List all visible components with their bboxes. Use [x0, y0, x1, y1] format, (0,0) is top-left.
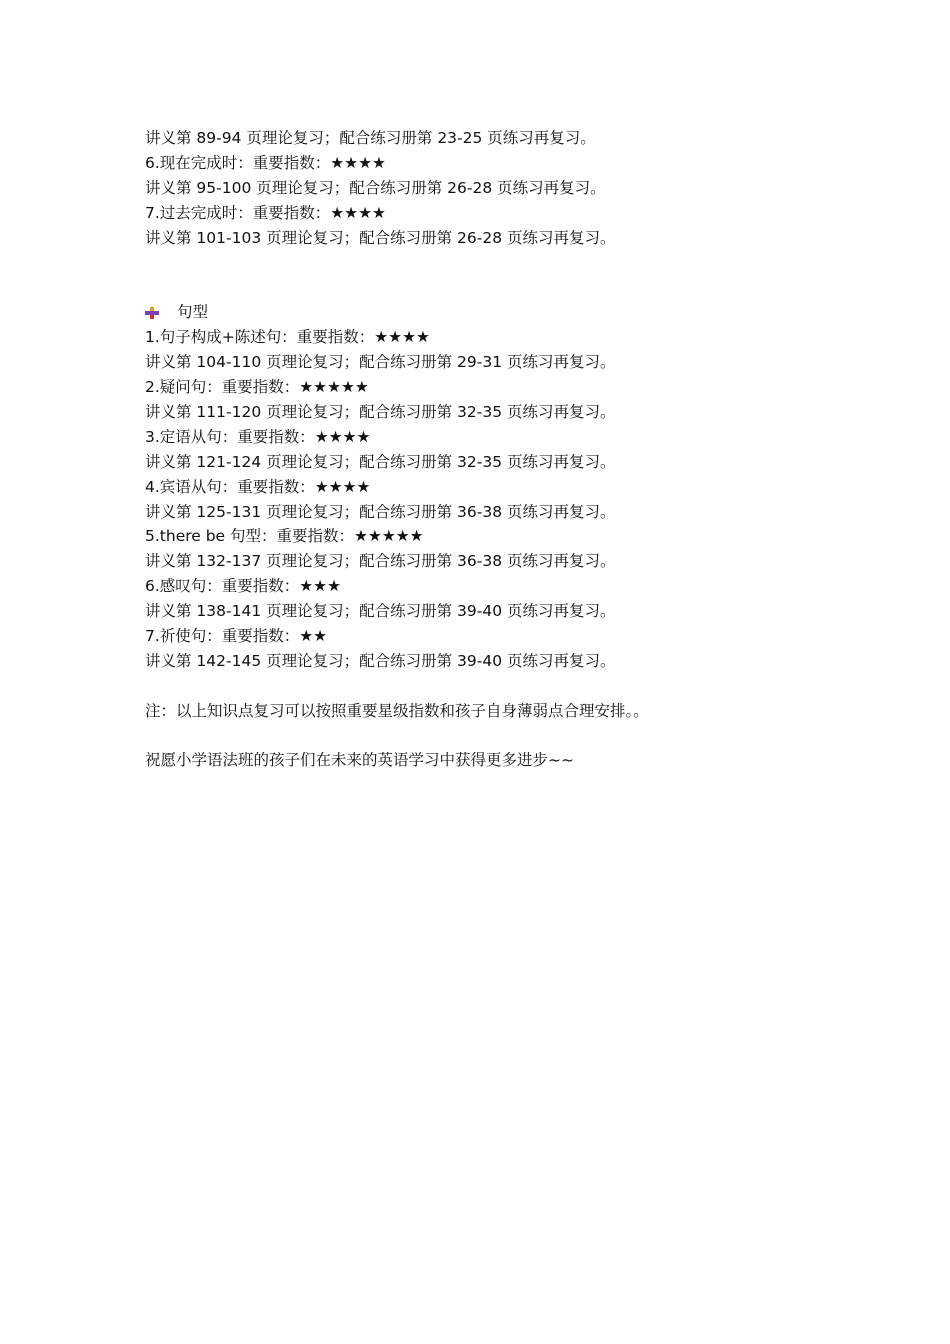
- text-line: 讲义第 142-145 页理论复习；配合练习册第 39-40 页练习再复习。: [145, 651, 616, 670]
- sentence-section: [145, 300, 845, 673]
- closing-text: 祝愿小学语法班的孩子们在未来的英语学习中获得更多进步~~: [145, 751, 574, 770]
- section-title: 句型: [177, 303, 209, 322]
- text-line: 5.there be 句型：重要指数：★★★★★: [145, 527, 424, 546]
- text-line: 讲义第 121-124 页理论复习；配合练习册第 32-35 页练习再复习。: [145, 452, 616, 471]
- section-heading: [145, 300, 845, 325]
- document-page: [145, 126, 845, 773]
- section-spacer: [145, 250, 845, 300]
- text-line: 6.现在完成时：重要指数：★★★★: [145, 153, 386, 172]
- text-line: 讲义第 89-94 页理论复习；配合练习册第 23-25 页练习再复习。: [145, 129, 596, 147]
- text-line: 讲义第 138-141 页理论复习；配合练习册第 39-40 页练习再复习。: [145, 602, 616, 621]
- text-line: 2.疑问句：重要指数：★★★★★: [145, 378, 369, 397]
- text-line: 6.感叹句：重要指数：★★★: [145, 577, 341, 596]
- text-line: 讲义第 125-131 页理论复习；配合练习册第 36-38 页练习再复习。: [145, 502, 616, 521]
- text-line: 讲义第 104-110 页理论复习；配合练习册第 29-31 页练习再复习。: [145, 353, 616, 372]
- tense-section-tail: [145, 126, 845, 250]
- text-line: 3.定语从句：重要指数：★★★★: [145, 427, 371, 446]
- paragraph-spacer: [145, 674, 845, 699]
- text-line: 讲义第 95-100 页理论复习；配合练习册第 26-28 页练习再复习。: [145, 178, 606, 197]
- text-line: 7.过去完成时：重要指数：★★★★: [145, 203, 386, 222]
- text-line: 4.宾语从句：重要指数：★★★★: [145, 477, 371, 496]
- note-text: 注：以上知识点复习可以按照重要星级指数和孩子自身薄弱点合理安排。。: [145, 701, 649, 720]
- text-line: 1.句子构成+陈述句：重要指数：★★★★: [145, 328, 430, 347]
- paragraph-spacer: [145, 724, 845, 749]
- bullet-cross-icon: [145, 306, 159, 320]
- text-line: 讲义第 101-103 页理论复习；配合练习册第 26-28 页练习再复习。: [145, 228, 616, 247]
- text-line: 讲义第 111-120 页理论复习；配合练习册第 32-35 页练习再复习。: [145, 403, 616, 422]
- text-line: 7.祈使句：重要指数：★★: [145, 627, 328, 646]
- text-line: 讲义第 132-137 页理论复习；配合练习册第 36-38 页练习再复习。: [145, 552, 616, 571]
